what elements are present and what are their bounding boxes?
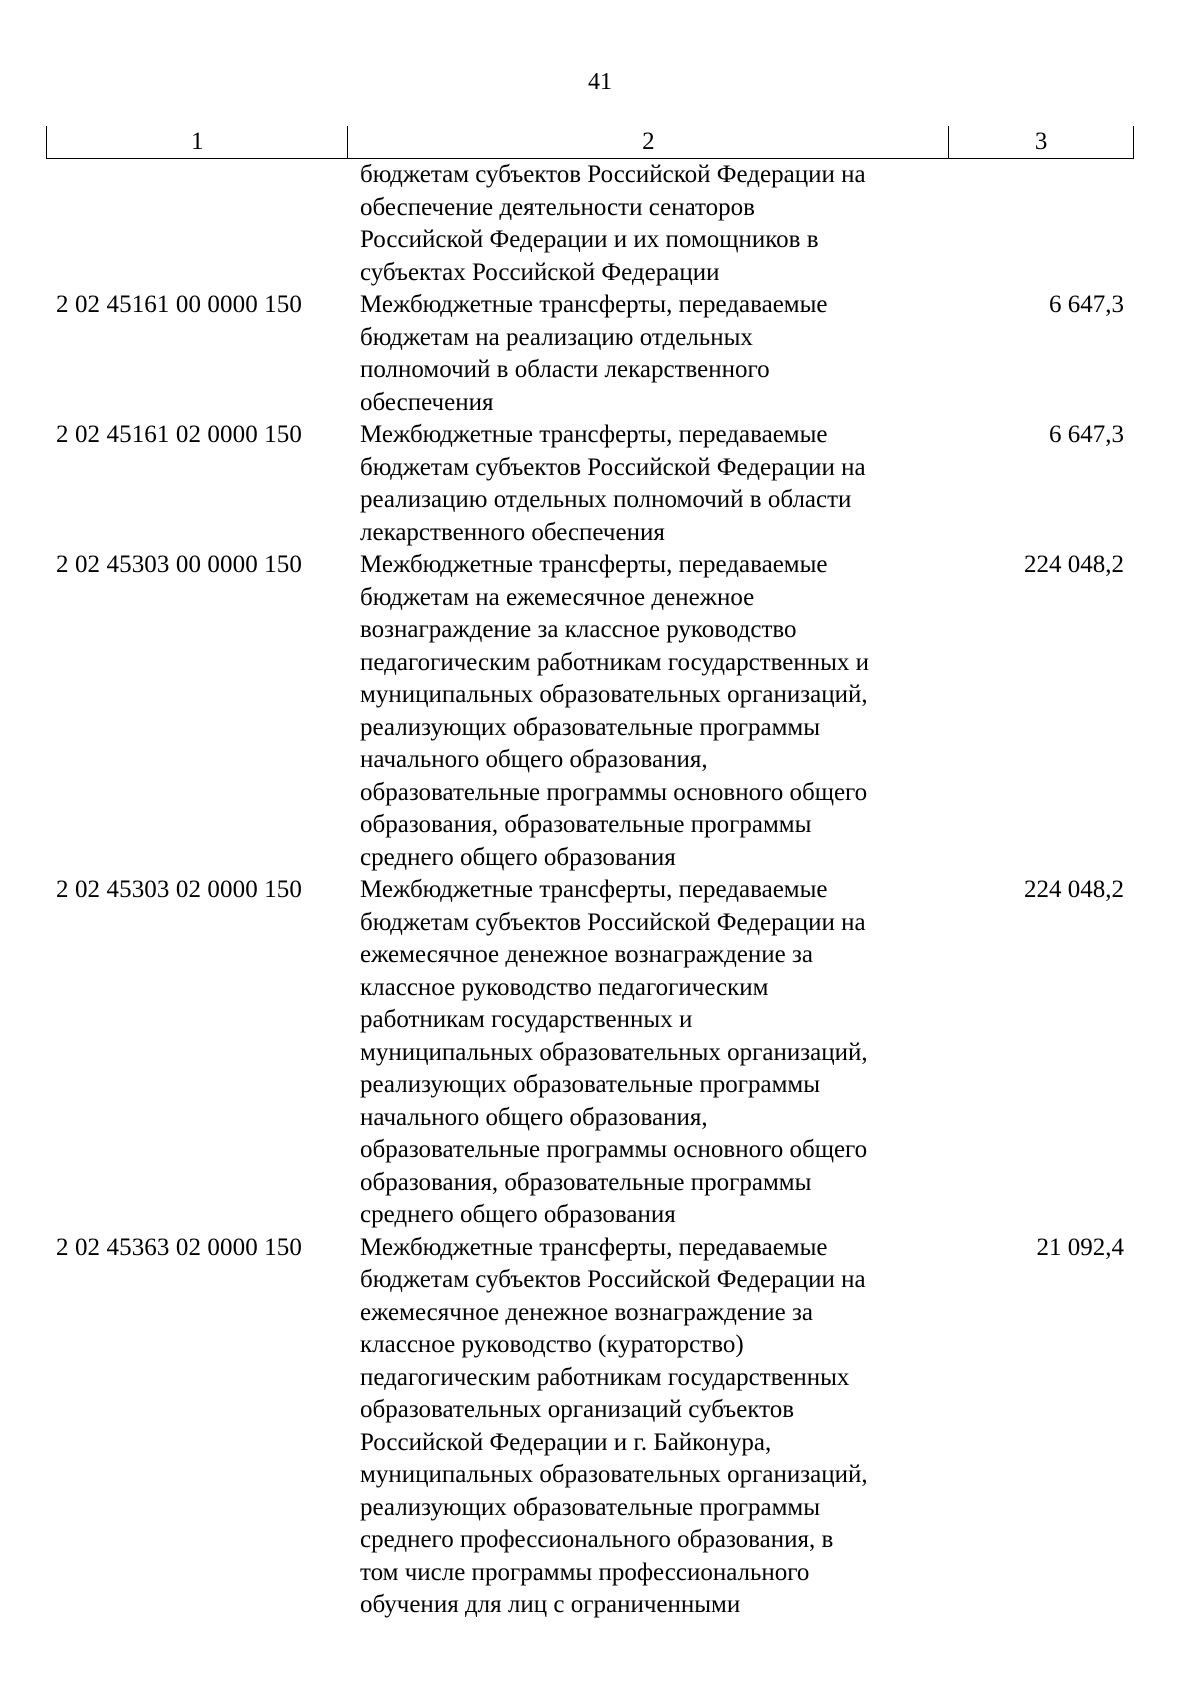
description-line: образовательные программы основного общего [360,778,868,806]
description-line: бюджетам субъектов Российской Федерации на [360,453,866,481]
description-line: обучения для лиц с ограниченными [360,1591,741,1618]
description-line: реализацию отдельных полномочий в области [360,486,852,513]
description-cell [348,549,950,874]
budget-code-cell [46,159,348,289]
description-line: субъектах Российской Федерации [360,258,720,286]
description-line: среднего общего образования [360,1201,676,1228]
amount-cell: 224 048,2 [1024,551,1124,578]
page-number: 41 [588,69,612,95]
column-header-2: 2 [347,126,948,158]
description-line: реализующих образовательные программы [360,1493,821,1521]
budget-code-cell: 2 02 45303 00 0000 150 [56,551,302,578]
description-line: образования, образовательные программы [360,811,812,838]
table-row [46,874,1134,1232]
table-row [46,1232,1134,1622]
description-line: бюджетам субъектов Российской Федерации на [360,161,866,188]
description-line: классное руководство (кураторство) [360,1331,744,1358]
budget-code-cell: 2 02 45161 00 0000 150 [56,291,302,318]
description-line: ежемесячное денежное вознаграждение за [360,941,813,968]
description-line: Межбюджетные трансферты, передаваемые [360,421,828,448]
amount-cell: 21 092,4 [1036,1233,1124,1261]
amount-cell [950,159,1134,289]
column-header-3: 3 [948,126,1134,158]
table-row [46,549,1134,874]
description-cell [348,874,950,1232]
description-line: обеспечение деятельности сенаторов [360,193,755,221]
description-line: муниципальных образовательных организаций, [360,1038,868,1066]
description-line: бюджетам субъектов Российской Федерации на [360,908,866,936]
description-line: Межбюджетные трансферты, передаваемые [360,551,828,578]
description-line: реализующих образовательные программы [360,713,821,741]
description-line: классное руководство педагогическим [360,973,769,1001]
amount-cell: 6 647,3 [1049,291,1124,318]
description-line: Российской Федерации и их помощников в [360,226,819,253]
description-line: Межбюджетные трансферты, передаваемые [360,876,828,903]
description-line: муниципальных образовательных организаций, [360,1461,868,1488]
description-line: бюджетам на реализацию отдельных [360,323,753,351]
table-row [46,159,1134,289]
description-line: среднего общего образования [360,843,676,871]
description-line: педагогическим работникам государственных [360,1363,850,1391]
description-line: начального общего образования, [360,1103,708,1131]
table-header-row [46,126,1134,159]
budget-code-cell: 2 02 45303 02 0000 150 [56,876,302,903]
description-line: полномочий в области лекарственного [360,356,770,383]
description-cell [348,159,950,289]
amount-cell: 6 647,3 [1049,421,1124,448]
description-line: Межбюджетные трансферты, передаваемые [360,291,828,318]
description-line: бюджетам субъектов Российской Федерации на [360,1266,866,1293]
description-line: муниципальных образовательных организаций, [360,681,868,708]
amount-cell: 224 048,2 [1024,876,1124,903]
description-line: вознаграждение за классное руководство [360,616,797,643]
description-cell [348,1232,950,1622]
column-header-1: 1 [46,126,347,158]
description-line: обеспечения [360,388,494,416]
table-row [46,289,1134,419]
description-line: педагогическим работникам государственных и [360,648,870,676]
description-cell [348,419,950,549]
budget-code-cell: 2 02 45161 02 0000 150 [56,421,302,448]
description-line: том числе программы профессионального [360,1558,810,1586]
description-line: начального общего образования, [360,746,708,773]
budget-code-cell: 2 02 45363 02 0000 150 [56,1233,302,1261]
description-line: работникам государственных и [360,1006,693,1033]
description-line: реализующих образовательные программы [360,1071,821,1098]
description-line: образовательные программы основного общего [360,1136,868,1163]
description-line: ежемесячное денежное вознаграждение за [360,1298,813,1326]
budget-table [46,126,1134,1622]
description-line: среднего профессионального образования, в [360,1526,834,1553]
table-body [46,159,1134,1622]
table-row [46,419,1134,549]
description-line: Межбюджетные трансферты, передаваемые [360,1233,828,1261]
description-line: образовательных организаций субъектов [360,1396,795,1423]
description-line: образования, образовательные программы [360,1168,812,1196]
description-line: бюджетам на ежемесячное денежное [360,583,755,611]
description-line: Российской Федерации и г. Байконура, [360,1428,772,1456]
description-line: лекарственного обеспечения [360,518,665,546]
description-cell [348,289,950,419]
